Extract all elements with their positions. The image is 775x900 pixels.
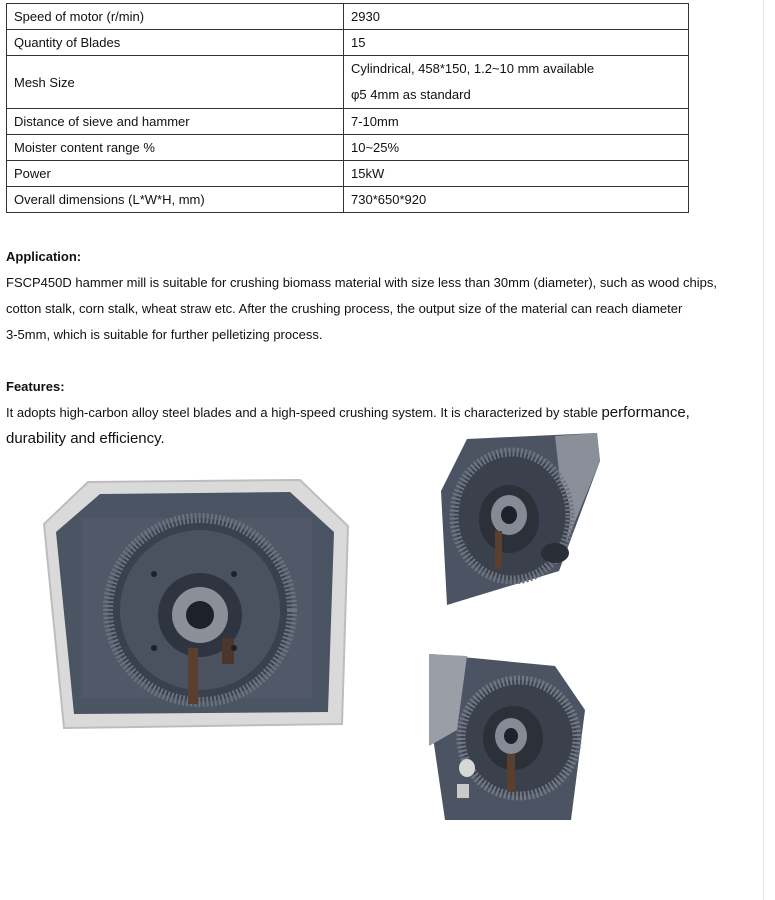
application-heading: Application: bbox=[6, 249, 82, 264]
spec-label: Power bbox=[7, 161, 344, 187]
hammer-mill-front-photo bbox=[42, 478, 354, 734]
table-row bbox=[7, 187, 689, 213]
spec-value bbox=[344, 56, 689, 109]
hammer-mill-side-photo-1 bbox=[437, 431, 602, 606]
spec-label: Distance of sieve and hammer bbox=[7, 109, 344, 135]
spec-label: Overall dimensions (L*W*H, mm) bbox=[7, 187, 344, 213]
spec-label: Speed of motor (r/min) bbox=[7, 4, 344, 30]
features-line-large: durability and efficiency. bbox=[6, 430, 165, 447]
spec-value: 7-10mm bbox=[344, 109, 689, 135]
table-row bbox=[7, 56, 689, 109]
table-row bbox=[7, 135, 689, 161]
spec-value: 15 bbox=[344, 30, 689, 56]
spec-value: 15kW bbox=[344, 161, 689, 187]
application-section bbox=[6, 244, 717, 348]
application-line: 3-5mm, which is suitable for further pelletizing process. bbox=[6, 327, 323, 342]
spec-label: Moister content range % bbox=[7, 135, 344, 161]
table-row bbox=[7, 109, 689, 135]
hammer-mill-side-photo-2 bbox=[427, 650, 587, 820]
spec-value-line: φ5 4mm as standard bbox=[351, 87, 471, 102]
spec-label: Mesh Size bbox=[7, 56, 344, 109]
page-edge bbox=[763, 0, 764, 900]
features-line bbox=[6, 400, 690, 426]
table-row bbox=[7, 4, 689, 30]
features-heading: Features: bbox=[6, 379, 65, 394]
spec-value-line: Cylindrical, 458*150, 1.2~10 mm available bbox=[351, 61, 595, 76]
application-line: cotton stalk, corn stalk, wheat straw etc. After the crushing process, the output size of the material can reach diameter bbox=[6, 301, 683, 316]
table-row bbox=[7, 30, 689, 56]
application-line: FSCP450D hammer mill is suitable for crushing biomass material with size less than 30mm (diameter), such as wood chips, bbox=[6, 275, 717, 290]
features-text-large: performance, bbox=[601, 404, 690, 421]
spec-label: Quantity of Blades bbox=[7, 30, 344, 56]
spec-value: 730*650*920 bbox=[344, 187, 689, 213]
spec-value: 10~25% bbox=[344, 135, 689, 161]
spec-table bbox=[6, 3, 689, 213]
features-text: It adopts high-carbon alloy steel blades and a high-speed crushing system. It is characterized by stable bbox=[6, 405, 602, 420]
spec-value: 2930 bbox=[344, 4, 689, 30]
table-row bbox=[7, 161, 689, 187]
